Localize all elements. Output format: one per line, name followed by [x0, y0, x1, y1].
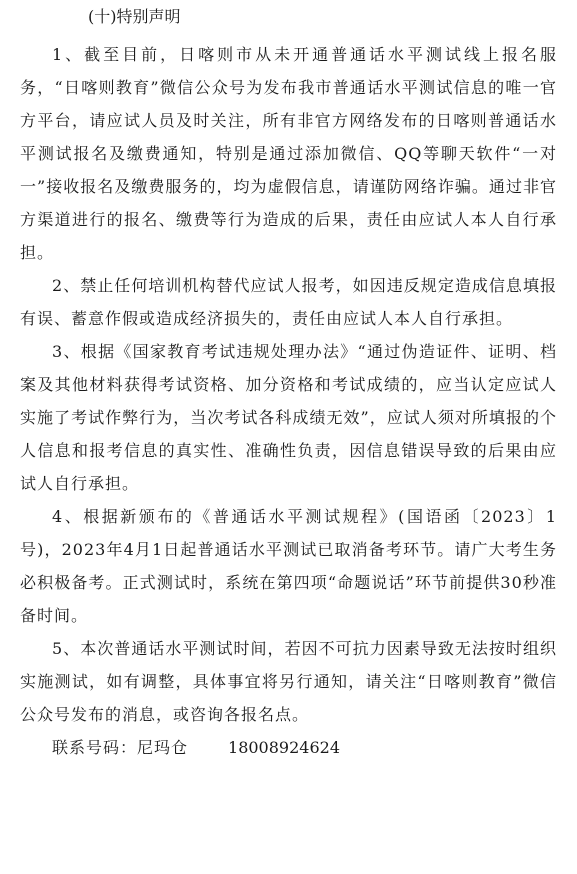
contact-line: [20, 731, 557, 764]
statement-paragraph-3: 3、根据《国家教育考试违规处理办法》“通过伪造证件、证明、档案及其他材料获得考试资格、加分资格和考试成绩的，应当认定应试人实施了考试作弊行为，当次考试各科成绩无效”，应试人须对所填报的个人信息和报考信息的真实性、准确性负责，因信息错误导致的后果由应试人自行承担。: [20, 342, 557, 493]
statement-paragraph-2: 2、禁止任何培训机构替代应试人报考，如因违反规定造成信息填报有误、蓄意作假或造成经济损失的，责任由应试人本人自行承担。: [20, 276, 557, 328]
statement-paragraph-4: 4、根据新颁布的《普通话水平测试规程》(国语函〔2023〕1号)，2023年4月1日起普通话水平测试已取消备考环节。请广大考生务必积极备考。正式测试时，系统在第四项“命题说话”环节前提供30秒准备时间。: [20, 507, 557, 625]
section-heading: (十)特别声明: [88, 7, 181, 26]
statement-paragraph-5: 5、本次普通话水平测试时间，若因不可抗力因素导致无法按时组织实施测试，如有调整，具体事宜将另行通知，请关注“日喀则教育”微信公众号发布的消息，或咨询各报名点。: [20, 639, 557, 724]
contact-label: 联系号码：尼玛仓: [52, 738, 189, 757]
statement-paragraph-1: 1、截至目前，日喀则市从未开通普通话水平测试线上报名服务，“日喀则教育”微信公众号为发布我市普通话水平测试信息的唯一官方平台，请应试人员及时关注，所有非官方网络发布的日喀则普通话水平测试报名及缴费通知，特别是通过添加微信、QQ等聊天软件“一对一”接收报名及缴费服务的，均为虚假信息，请谨防网络诈骗。通过非官方渠道进行的报名、缴费等行为造成的后果，责任由应试人本人自行承担。: [20, 45, 557, 262]
contact-phone: 18008924624: [228, 738, 340, 757]
